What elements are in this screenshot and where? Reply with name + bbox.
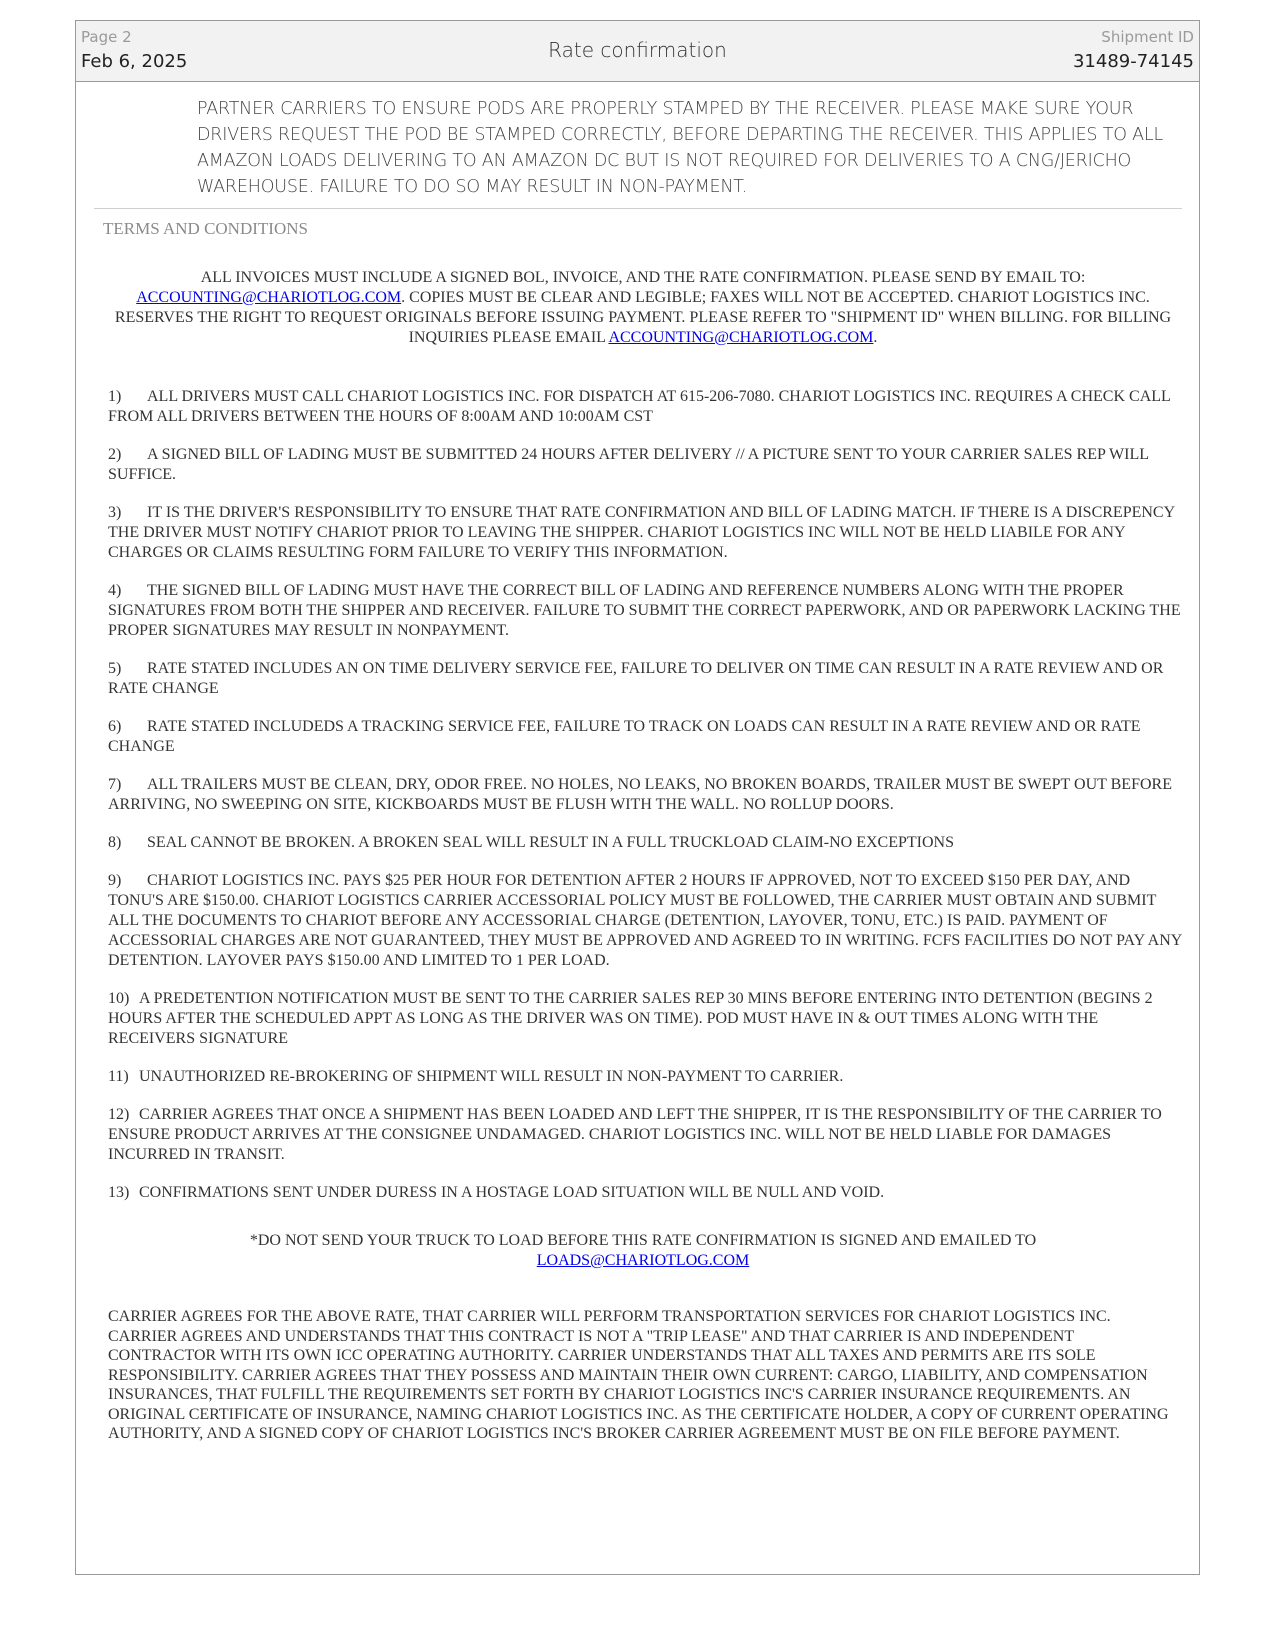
term-text: RATE STATED INCLUDES AN ON TIME DELIVERY SERVICE FEE, FAILURE TO DELIVER ON TIME CAN RESULT IN A RATE REVIEW AND OR RATE CHANGE xyxy=(108,660,1164,697)
term-text: CARRIER AGREES THAT ONCE A SHIPMENT HAS BEEN LOADED AND LEFT THE SHIPPER, IT IS THE RESPONSIBILITY OF THE CARRIER TO ENSURE PRODUCT ARRIVES AT THE CONSIGNEE UNDAMAGED. CHARIOT LOGISTICS INC. WILL NOT BE HELD LIABLE FOR DAMAGES INCURRED IN TRANSIT. xyxy=(108,1106,1162,1163)
term-item xyxy=(108,833,1183,853)
invoice-text-2: . COPIES MUST BE CLEAR AND LEGIBLE; FAXES WILL NOT BE ACCEPTED. CHARIOT LOGISTICS INC. RESERVES THE RIGHT TO REQUEST ORIGINALS BEFORE ISSUING PAYMENT. PLEASE REFER TO "SHIPMENT ID" WHEN BILLING. FOR BILLING INQUIRIES PLEASE EMAIL xyxy=(114,289,1172,346)
invoice-text-3: . xyxy=(873,329,878,346)
page-title: Rate confirmation xyxy=(548,38,727,62)
document-frame xyxy=(75,20,1200,1575)
term-item xyxy=(108,775,1183,815)
term-item xyxy=(108,989,1183,1049)
term-number: 13) xyxy=(108,1184,130,1201)
shipment-id-value: 31489-74145 xyxy=(1072,51,1194,72)
term-number: 12) xyxy=(108,1106,130,1123)
loads-email-link[interactable]: LOADS@CHARIOTLOG.COM xyxy=(536,1252,750,1269)
term-number: 6) xyxy=(108,718,122,735)
term-item xyxy=(108,581,1183,641)
loads-notice-text: *DO NOT SEND YOUR TRUCK TO LOAD BEFORE THIS RATE CONFIRMATION IS SIGNED AND EMAILED TO xyxy=(249,1232,1037,1249)
loads-notice xyxy=(103,1231,1183,1271)
terms-heading: TERMS AND CONDITIONS xyxy=(103,219,308,238)
terms-list xyxy=(108,387,1183,1221)
term-item xyxy=(108,659,1183,699)
shipment-id-label: Shipment ID xyxy=(1101,28,1194,46)
page-number: Page 2 xyxy=(81,28,132,46)
term-number: 7) xyxy=(108,776,122,793)
term-number: 1) xyxy=(108,388,122,405)
invoice-instructions xyxy=(103,268,1183,348)
accounting-email-link-2[interactable]: ACCOUNTING@CHARIOTLOG.COM xyxy=(608,329,874,346)
term-text: CONFIRMATIONS SENT UNDER DURESS IN A HOSTAGE LOAD SITUATION WILL BE NULL AND VOID. xyxy=(139,1184,885,1201)
term-number: 4) xyxy=(108,582,122,599)
document-date: Feb 6, 2025 xyxy=(81,51,188,72)
term-text: A PREDETENTION NOTIFICATION MUST BE SENT TO THE CARRIER SALES REP 30 MINS BEFORE ENTERING INTO DETENTION (BEGINS 2 HOURS AFTER THE SCHEDULED APPT AS LONG AS THE DRIVER WAS ON TIME). POD MUST HAVE IN & OUT TIMES ALONG WITH THE RECEIVERS SIGNATURE xyxy=(108,990,1153,1047)
invoice-text-1: ALL INVOICES MUST INCLUDE A SIGNED BOL, INVOICE, AND THE RATE CONFIRMATION. PLEASE SEND BY EMAIL TO: xyxy=(200,269,1086,286)
term-item xyxy=(108,717,1183,757)
term-number: 9) xyxy=(108,872,122,889)
term-text: ALL DRIVERS MUST CALL CHARIOT LOGISTICS INC. FOR DISPATCH AT 615-206-7080. CHARIOT LOGISTICS INC. REQUIRES A CHECK CALL FROM ALL DRIVERS BETWEEN THE HOURS OF 8:00AM AND 10:00AM CST xyxy=(108,388,1171,425)
term-number: 10) xyxy=(108,990,130,1007)
pod-stamp-notice: PARTNER CARRIERS TO ENSURE PODS ARE PROPERLY STAMPED BY THE RECEIVER. PLEASE MAKE SURE YOUR DRIVERS REQUEST THE POD BE STAMPED CORRECTLY, BEFORE DEPARTING THE RECEIVER. THIS APPLIES TO ALL AMAZON LOADS DELIVERING TO AN AMAZON DC BUT IS NOT REQUIRED FOR DELIVERIES TO A CNG/JERICHO WAREHOUSE. FAILURE TO DO SO MAY RESULT IN NON-PAYMENT. xyxy=(197,99,1163,197)
carrier-agreement: CARRIER AGREES FOR THE ABOVE RATE, THAT CARRIER WILL PERFORM TRANSPORTATION SERVICES FOR CHARIOT LOGISTICS INC. CARRIER AGREES AND UNDERSTANDS THAT THIS CONTRACT IS NOT A "TRIP LEASE" AND THAT CARRIER IS AND INDEPENDENT CONTRACTOR WITH ITS OWN ICC OPERATING AUTHORITY. CARRIER UNDERSTANDS THAT ALL TAXES AND PERMITS ARE ITS SOLE RESPONSIBILITY. CARRIER AGREES THAT THEY POSSESS AND MAINTAIN THEIR OWN CURRENT: CARGO, LIABILITY, AND COMPENSATION INSURANCES, THAT FULFILL THE REQUIREMENTS SET FORTH BY CHARIOT LOGISTICS INC'S CARRIER INSURANCE REQUIREMENTS. AN ORIGINAL CERTIFICATE OF INSURANCE, NAMING CHARIOT LOGISTICS INC. AS THE CERTIFICATE HOLDER, A COPY OF CURRENT OPERATING AUTHORITY, AND A SIGNED COPY OF CHARIOT LOGISTICS INC'S BROKER CARRIER AGREEMENT MUST BE ON FILE BEFORE PAYMENT. xyxy=(108,1308,1169,1442)
term-text: CHARIOT LOGISTICS INC. PAYS $25 PER HOUR FOR DETENTION AFTER 2 HOURS IF APPROVED, NOT TO EXCEED $150 PER DAY, AND TONU'S ARE $150.00. CHARIOT LOGISTICS CARRIER ACCESSORIAL POLICY MUST BE FOLLOWED, THE CARRIER MUST OBTAIN AND SUBMIT ALL THE DOCUMENTS TO CHARIOT BEFORE ANY ACCESSORIAL CHARGE (DETENTION, LAYOVER, TONU, ETC.) IS PAID. PAYMENT OF ACCESSORIAL CHARGES ARE NOT GUARANTEED, THEY MUST BE APPROVED AND AGREED TO IN WRITING. FCFS FACILITIES DO NOT PAY ANY DETENTION. LAYOVER PAYS $150.00 AND LIMITED TO 1 PER LOAD. xyxy=(108,872,1182,969)
term-text: THE SIGNED BILL OF LADING MUST HAVE THE CORRECT BILL OF LADING AND REFERENCE NUMBERS ALONG WITH THE PROPER SIGNATURES FROM BOTH THE SHIPPER AND RECEIVER. FAILURE TO SUBMIT THE CORRECT PAPERWORK, AND OR PAPERWORK LACKING THE PROPER SIGNATURES MAY RESULT IN NONPAYMENT. xyxy=(108,582,1181,639)
accounting-email-link[interactable]: ACCOUNTING@CHARIOTLOG.COM xyxy=(136,289,402,306)
page-header xyxy=(76,21,1199,82)
term-item xyxy=(108,387,1183,427)
term-text: UNAUTHORIZED RE-BROKERING OF SHIPMENT WILL RESULT IN NON-PAYMENT TO CARRIER. xyxy=(139,1068,844,1085)
term-text: RATE STATED INCLUDEDS A TRACKING SERVICE FEE, FAILURE TO TRACK ON LOADS CAN RESULT IN A RATE REVIEW AND OR RATE CHANGE xyxy=(108,718,1141,755)
term-item xyxy=(108,1183,1183,1203)
term-text: ALL TRAILERS MUST BE CLEAN, DRY, ODOR FREE. NO HOLES, NO LEAKS, NO BROKEN BOARDS, TRAILER MUST BE SWEPT OUT BEFORE ARRIVING, NO SWEEPING ON SITE, KICKBOARDS MUST BE FLUSH WITH THE WALL. NO ROLLUP DOORS. xyxy=(108,776,1172,813)
section-divider xyxy=(94,208,1182,209)
term-text: SEAL CANNOT BE BROKEN. A BROKEN SEAL WILL RESULT IN A FULL TRUCKLOAD CLAIM-NO EXCEPTIONS xyxy=(147,834,954,851)
term-item xyxy=(108,445,1183,485)
term-text: A SIGNED BILL OF LADING MUST BE SUBMITTED 24 HOURS AFTER DELIVERY // A PICTURE SENT TO YOUR CARRIER SALES REP WILL SUFFICE. xyxy=(108,446,1149,483)
term-item xyxy=(108,1105,1183,1165)
term-item xyxy=(108,503,1183,563)
term-text: IT IS THE DRIVER'S RESPONSIBILITY TO ENSURE THAT RATE CONFIRMATION AND BILL OF LADING MATCH. IF THERE IS A DISCREPENCY THE DRIVER MUST NOTIFY CHARIOT PRIOR TO LEAVING THE SHIPPER. CHARIOT LOGISTICS INC WILL NOT BE HELD LIABILE FOR ANY CHARGES OR CLAIMS RESULTING FORM FAILURE TO VERIFY THIS INFORMATION. xyxy=(108,504,1175,561)
term-number: 5) xyxy=(108,660,122,677)
term-item xyxy=(108,871,1183,971)
term-number: 2) xyxy=(108,446,122,463)
term-number: 3) xyxy=(108,504,122,521)
term-number: 8) xyxy=(108,834,122,851)
header-right xyxy=(1073,27,1194,74)
term-number: 11) xyxy=(108,1068,129,1085)
term-item xyxy=(108,1067,1183,1087)
